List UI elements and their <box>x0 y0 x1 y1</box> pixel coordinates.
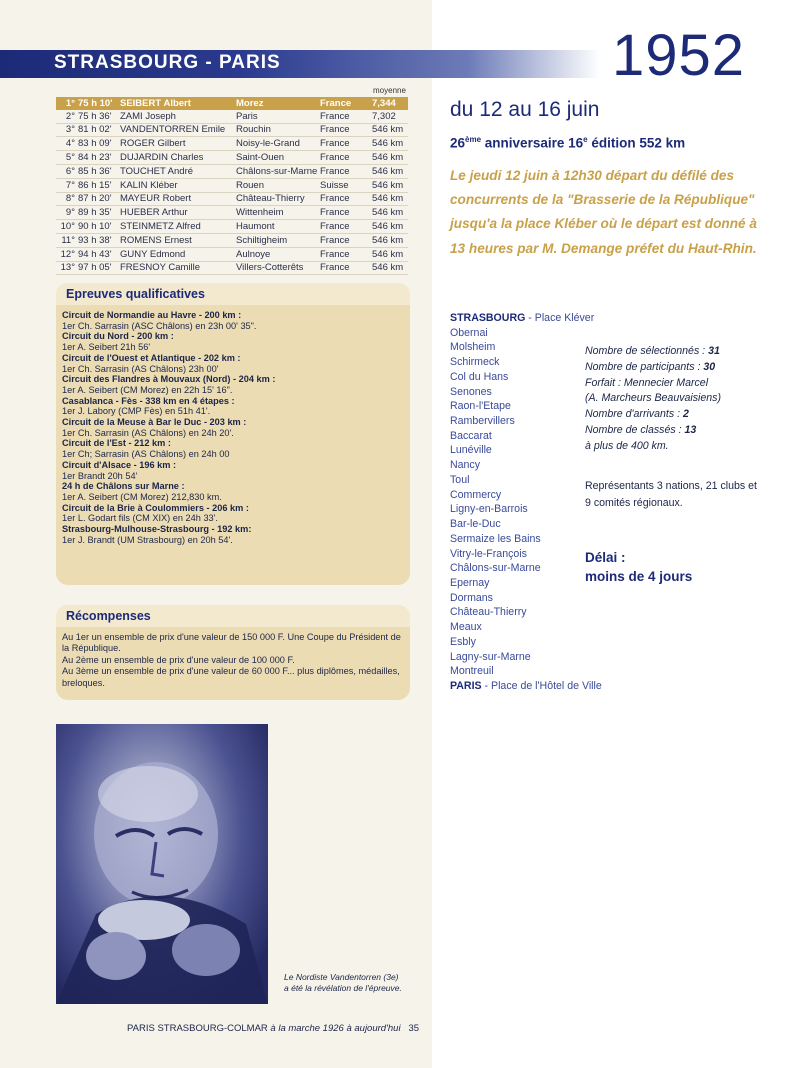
time-limit-value: moins de 4 jours <box>585 569 693 584</box>
time-limit <box>585 548 692 586</box>
edition-text: édition 552 km <box>587 135 686 151</box>
result-rank: 11° <box>56 233 78 247</box>
qualifier-race: Casablanca - Fès - 338 km en 4 étapes : <box>62 395 235 406</box>
anniversary-text: anniversaire 16 <box>481 135 584 151</box>
qualifier-winner: 1er A. Seibert (CM Morez) 212,830 km. <box>62 491 222 502</box>
year-heading: 1952 <box>612 23 746 88</box>
result-city: Haumont <box>236 220 320 234</box>
qualifiers-title: Epreuves qualificatives <box>66 287 205 301</box>
representation-text: Représentants 3 nations, 21 clubs et 9 comités régionaux. <box>585 480 757 509</box>
qualifier-winner: 1er Ch. Sarrasin (AS Châlons) en 24h 20'. <box>62 427 234 438</box>
result-avg: 7,302 <box>372 110 408 123</box>
qualifier-race: Circuit de l'Est - 212 km : <box>62 438 171 449</box>
result-time: 86 h 15' <box>78 178 120 192</box>
average-column-label: moyenne <box>373 86 406 95</box>
result-rank: 8° <box>56 192 78 206</box>
result-city: Rouchin <box>236 123 320 137</box>
stat-forfeit-club: (A. Marcheurs Beauvaisiens) <box>585 392 722 405</box>
rewards-list <box>62 632 407 689</box>
result-city: Villers-Cotterêts <box>236 261 320 275</box>
result-time: 89 h 35' <box>78 206 120 220</box>
result-time: 87 h 20' <box>78 192 120 206</box>
result-avg: 7,344 <box>372 97 408 110</box>
table-row <box>56 178 408 192</box>
result-avg: 546 km <box>372 151 408 165</box>
result-name: GUNY Edmond <box>120 247 236 261</box>
stat-participants-label: Nombre de participants : <box>585 360 704 373</box>
result-country: France <box>320 110 372 123</box>
result-country: France <box>320 220 372 234</box>
table-row <box>56 220 408 234</box>
result-city: Schiltigheim <box>236 233 320 247</box>
footer-subtitle: à la marche 1926 à aujourd'hui <box>270 1023 401 1034</box>
result-name: ZAMI Joseph <box>120 110 236 123</box>
route-stop: Rambervillers <box>450 415 515 428</box>
stat-participants-value: 30 <box>703 360 716 373</box>
route-stop: Lagny-sur-Marne <box>450 650 531 663</box>
result-city: Châlons-sur-Marne <box>236 164 320 178</box>
route-stop: Epernay <box>450 576 490 589</box>
stat-classified-note: à plus de 400 km. <box>585 439 669 452</box>
qualifier-race: Circuit de la Brie à Coulommiers - 206 km : <box>62 502 249 513</box>
result-time: 84 h 23' <box>78 151 120 165</box>
result-city: Paris <box>236 110 320 123</box>
result-name: ROMENS Ernest <box>120 233 236 247</box>
result-rank: 3° <box>56 123 78 137</box>
photo-caption: Le Nordiste Vandentorren (3e) a été la révélation de l'épreuve. <box>284 972 402 993</box>
departure-description: Le jeudi 12 juin à 12h30 départ du défilé des concurrents de la "Brasserie de la République" jusqu'a la place Kléber où le départ est donné à 13 heures par M. Demange préfet du Haut-Rhin. <box>450 168 757 256</box>
result-name: VANDENTORREN Emile <box>120 123 236 137</box>
qualifier-race: Circuit d'Alsace - 196 km : <box>62 459 177 470</box>
stat-arrivals-value: 2 <box>683 408 689 421</box>
stat-selected-label: Nombre de sélectionnés : <box>585 345 709 357</box>
route-start <box>450 311 602 326</box>
result-city: Aulnoye <box>236 247 320 261</box>
result-time: 83 h 09' <box>78 137 120 151</box>
result-city: Rouen <box>236 178 320 192</box>
result-rank: 13° <box>56 261 78 275</box>
route-stop: Montreuil <box>450 665 494 678</box>
result-city: Château-Thierry <box>236 192 320 206</box>
result-time: 85 h 36' <box>78 164 120 178</box>
route-stop: Toul <box>450 473 470 486</box>
qualifier-winner: 1er J. Brandt (UM Strasbourg) en 20h 54'. <box>62 534 233 545</box>
table-row <box>56 97 408 110</box>
result-name: HUEBER Arthur <box>120 206 236 220</box>
result-country: France <box>320 192 372 206</box>
result-avg: 546 km <box>372 164 408 178</box>
table-row <box>56 110 408 123</box>
result-country: France <box>320 151 372 165</box>
qualifier-winner: 1er Brandt 20h 54' <box>62 470 138 481</box>
reward-item: Au 2ème un ensemble de prix d'une valeur de 100 000 F. <box>62 654 295 665</box>
table-row <box>56 123 408 137</box>
route-stop: Molsheim <box>450 341 496 354</box>
result-avg: 546 km <box>372 206 408 220</box>
result-avg: 546 km <box>372 233 408 247</box>
result-name: ROGER Gilbert <box>120 137 236 151</box>
route-stop: Lunéville <box>450 444 492 457</box>
result-time: 97 h 05' <box>78 261 120 275</box>
route-title: STRASBOURG - PARIS <box>54 52 281 73</box>
route-stop: Sermaize les Bains <box>450 532 541 545</box>
result-name: KALIN Kléber <box>120 178 236 192</box>
route-end <box>450 679 602 694</box>
race-statistics <box>585 344 721 455</box>
table-row <box>56 151 408 165</box>
footer-title: PARIS STRASBOURG-COLMAR <box>127 1023 268 1034</box>
qualifier-winner: 1er L. Godart fils (CM XIX) en 24h 33'. <box>62 513 218 524</box>
result-country: France <box>320 137 372 151</box>
result-time: 81 h 02' <box>78 123 120 137</box>
result-name: TOUCHET André <box>120 164 236 178</box>
stat-arrivals <box>585 407 721 423</box>
result-city: Noisy-le-Grand <box>236 137 320 151</box>
qualifier-winner: 1er Ch; Sarrasin (AS Châlons) en 24h 00 <box>62 449 230 460</box>
page-number: 35 <box>408 1023 420 1034</box>
route-stop: Meaux <box>450 621 482 634</box>
stat-classified-label: Nombre de classés : <box>585 423 685 436</box>
anniversary-line <box>450 135 685 151</box>
route-end-city: PARIS <box>450 679 482 692</box>
result-country: France <box>320 206 372 220</box>
qualifier-race: Circuit de la Meuse à Bar le Duc - 203 km : <box>62 417 247 428</box>
result-country: France <box>320 164 372 178</box>
result-rank: 4° <box>56 137 78 151</box>
table-row <box>56 192 408 206</box>
result-time: 75 h 36' <box>78 110 120 123</box>
stat-forfeit: Forfait : Mennecier Marcel <box>585 376 709 389</box>
stat-participants <box>585 360 721 376</box>
result-rank: 9° <box>56 206 78 220</box>
result-time: 93 h 38' <box>78 233 120 247</box>
edition-suffix: e <box>583 135 588 144</box>
result-rank: 10° <box>56 220 78 234</box>
route-stop: Baccarat <box>450 429 492 442</box>
result-avg: 546 km <box>372 192 408 206</box>
qualifier-race: Strasbourg-Mulhouse-Strasbourg - 192 km: <box>62 524 252 535</box>
table-row <box>56 233 408 247</box>
page-footer <box>127 1023 419 1034</box>
walker-photo <box>56 724 268 1004</box>
route-stop: Senones <box>450 385 492 398</box>
result-rank: 5° <box>56 151 78 165</box>
stat-selected <box>585 344 721 360</box>
qualifier-race: Circuit de l'Ouest et Atlantique - 202 km : <box>62 352 241 363</box>
results-table <box>56 97 408 275</box>
result-city: Morez <box>236 97 320 110</box>
walker-photo-illustration <box>56 724 268 1004</box>
result-country: France <box>320 97 372 110</box>
table-row <box>56 137 408 151</box>
time-limit-label: Délai : <box>585 550 626 565</box>
result-name: DUJARDIN Charles <box>120 151 236 165</box>
result-city: Wittenheim <box>236 206 320 220</box>
result-name: SEIBERT Albert <box>120 97 236 110</box>
reward-item: Au 3ème un ensemble de prix d'une valeur de 60 000 F... plus diplômes, médailles, breloques. <box>62 666 400 688</box>
qualifiers-box <box>56 283 410 585</box>
route-stops <box>450 326 602 679</box>
route-title-bar <box>0 50 600 78</box>
route-end-place: - Place de l'Hôtel de Ville <box>481 679 602 692</box>
result-rank: 6° <box>56 164 78 178</box>
result-time: 94 h 43' <box>78 247 120 261</box>
stat-selected-value: 31 <box>708 345 720 357</box>
qualifier-race: Circuit de Normandie au Havre - 200 km : <box>62 310 242 320</box>
route-stop: Nancy <box>450 459 481 472</box>
result-avg: 546 km <box>372 137 408 151</box>
table-row <box>56 164 408 178</box>
route-stop: Châlons-sur-Marne <box>450 562 541 575</box>
qualifier-race: Circuit des Flandres à Mouvaux (Nord) - 204 km : <box>62 374 276 385</box>
result-avg: 546 km <box>372 261 408 275</box>
qualifier-winner: 1er J. Labory (CMP Fès) en 51h 41'. <box>62 406 211 417</box>
result-avg: 546 km <box>372 220 408 234</box>
result-country: France <box>320 261 372 275</box>
qualifier-race: Circuit du Nord - 200 km : <box>62 331 174 342</box>
qualifier-race: 24 h de Châlons sur Marne : <box>62 481 185 492</box>
route-stop: Dormans <box>450 591 493 604</box>
route-stop: Schirmeck <box>450 356 500 369</box>
anniversary-suffix: ème <box>465 135 482 144</box>
route-start-place: - Place Kléver <box>525 312 595 324</box>
route-list <box>450 311 602 694</box>
result-avg: 546 km <box>372 123 408 137</box>
result-name: STEINMETZ Alfred <box>120 220 236 234</box>
result-avg: 546 km <box>372 178 408 192</box>
result-name: FRESNOY Camille <box>120 261 236 275</box>
route-stop: Esbly <box>450 635 476 648</box>
reward-item: Au 1er un ensemble de prix d'une valeur de 150 000 F. Une Coupe du Président de la République. <box>62 632 401 654</box>
result-time: 75 h 10' <box>78 97 120 110</box>
rewards-title: Récompenses <box>66 609 151 623</box>
route-start-city: STRASBOURG <box>450 312 526 324</box>
stat-classified <box>585 423 721 439</box>
date-range: du 12 au 16 juin <box>450 98 600 121</box>
result-country: France <box>320 123 372 137</box>
result-country: France <box>320 247 372 261</box>
qualifier-winner: 1er Ch. Sarrasin (ASC Châlons) en 23h 00' 35". <box>62 320 257 331</box>
route-stop: Château-Thierry <box>450 606 527 619</box>
result-city: Saint-Ouen <box>236 151 320 165</box>
table-row <box>56 261 408 275</box>
route-stop: Ligny-en-Barrois <box>450 503 528 516</box>
stat-classified-value: 13 <box>684 423 697 436</box>
qualifiers-list <box>62 310 407 545</box>
table-row <box>56 206 408 220</box>
result-rank: 7° <box>56 178 78 192</box>
result-rank: 2° <box>56 110 78 123</box>
qualifier-winner: 1er Ch. Sarrasin (AS Châlons) 23h 00' <box>62 363 219 374</box>
route-stop: Vitry-le-François <box>450 547 527 560</box>
stat-arrivals-label: Nombre d'arrivants : <box>585 408 683 421</box>
qualifier-winner: 1er A. Seibert 21h 56' <box>62 342 151 353</box>
route-stop: Obernai <box>450 326 488 339</box>
result-name: MAYEUR Robert <box>120 192 236 206</box>
result-time: 90 h 10' <box>78 220 120 234</box>
route-stop: Raon-l'Etape <box>450 400 511 413</box>
route-stop: Bar-le-Duc <box>450 518 501 531</box>
route-stop: Col du Hans <box>450 370 509 383</box>
table-row <box>56 247 408 261</box>
result-country: France <box>320 233 372 247</box>
result-rank: 1° <box>56 97 78 110</box>
result-country: Suisse <box>320 178 372 192</box>
rewards-box <box>56 605 410 700</box>
result-rank: 12° <box>56 247 78 261</box>
route-stop: Commercy <box>450 488 502 501</box>
anniversary-number: 26 <box>450 135 466 151</box>
qualifier-winner: 1er A. Seibert (CM Morez) en 22h 15' 16". <box>62 384 233 395</box>
result-avg: 546 km <box>372 247 408 261</box>
